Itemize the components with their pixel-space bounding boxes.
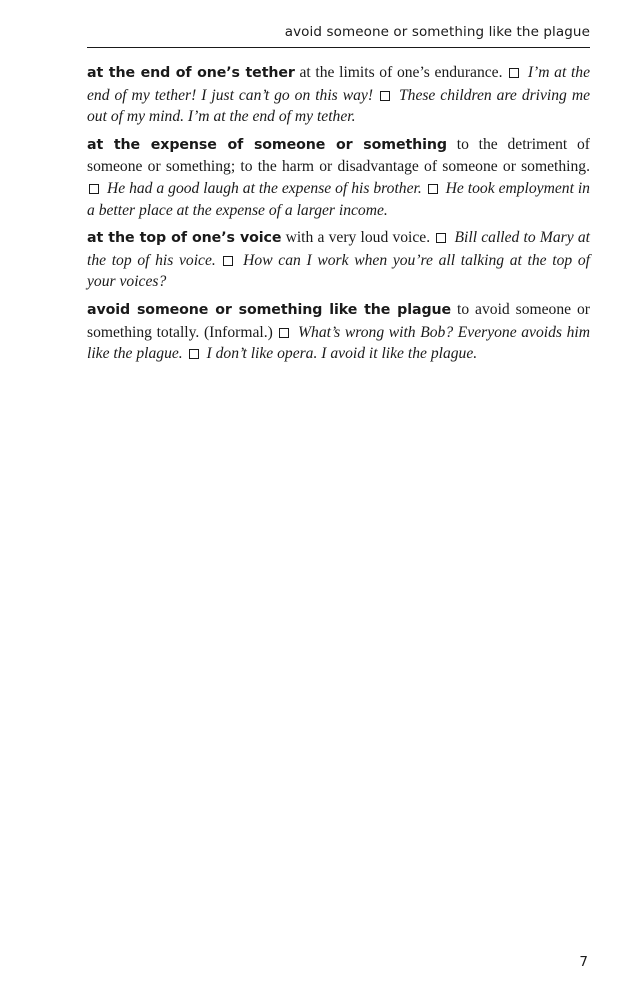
entry-top-of-voice	[87, 227, 590, 293]
entry-example: These children are driving me out of my mind. I’m at the end of my tether.	[87, 86, 590, 126]
entry-headword: at the end of one’s tether	[87, 65, 295, 81]
entry-expense-of	[87, 134, 590, 221]
example-box-icon	[223, 256, 233, 266]
example-box-icon	[380, 91, 390, 101]
entry-headword: avoid someone or something like the plague	[87, 301, 452, 318]
dictionary-entries	[87, 62, 590, 371]
entry-example: I’m at the end of my tether! I just can’t go on this way!	[87, 64, 591, 104]
entry-headword: at the expense of someone or something	[87, 136, 447, 153]
example-box-icon	[279, 328, 289, 338]
entry-example: He had a good laugh at the expense of his brother.	[106, 179, 422, 197]
example-box-icon	[428, 184, 438, 194]
entry-example: What’s wrong with Bob? Everyone avoids him like the plague.	[87, 323, 590, 363]
entry-definition: to the detriment of someone or something; to the harm or disadvantage of someone or something.	[87, 135, 590, 176]
entry-example: I don’t like opera. I avoid it like the plague.	[206, 345, 478, 363]
entry-definition: with a very loud voice.	[281, 229, 435, 247]
entry-definition: at the limits of one’s endurance.	[294, 64, 508, 81]
header-rule	[87, 47, 590, 48]
entry-definition: to avoid someone or something totally. (Informal.)	[87, 300, 590, 341]
example-box-icon	[189, 349, 199, 359]
entry-avoid-plague	[87, 299, 590, 365]
entry-example: He took employment in a better place at the expense of a larger income.	[87, 179, 590, 219]
entry-example: How can I work when you’re all talking at the top of your voices?	[87, 251, 590, 291]
page-number: 7	[579, 954, 588, 970]
example-box-icon	[509, 68, 519, 78]
example-box-icon	[89, 184, 99, 194]
entry-end-of-tether	[87, 62, 590, 128]
entry-example: Bill called to Mary at the top of his voice.	[87, 229, 590, 269]
entry-headword: at the top of one’s voice	[87, 230, 282, 247]
example-box-icon	[436, 233, 446, 243]
running-head: avoid someone or something like the plague	[284, 24, 590, 40]
